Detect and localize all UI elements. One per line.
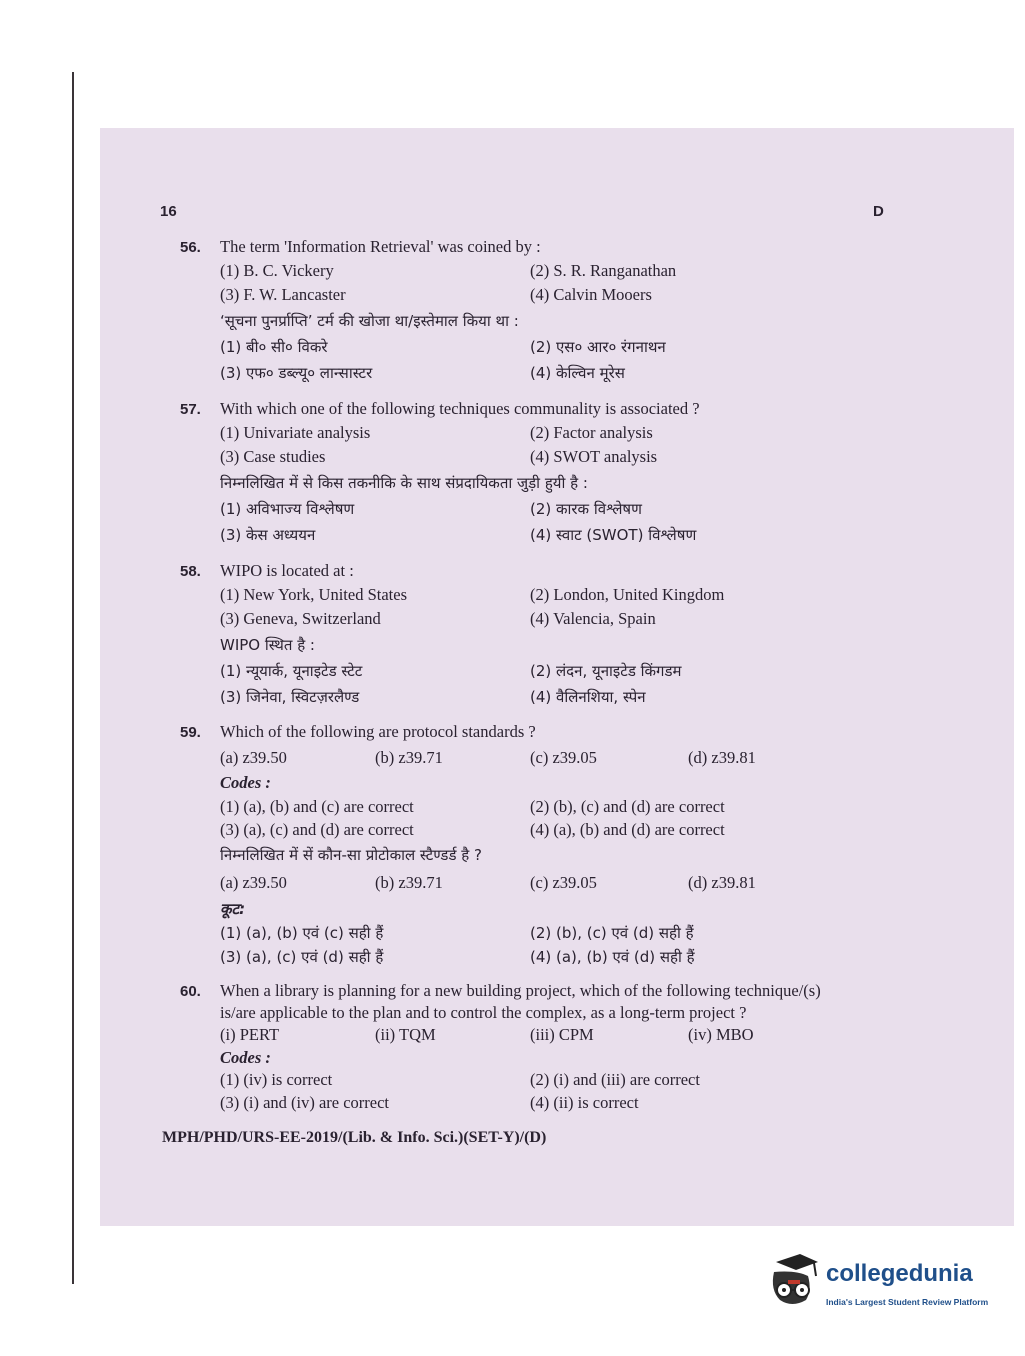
list-item: (d) z39.81 [688, 748, 756, 767]
question-stem-hindi: ‘सूचना पुनर्प्राप्ति’ टर्म की खोजा था/इस्तेमाल किया था : [220, 312, 519, 330]
option: (2) S. R. Ranganathan [530, 261, 677, 280]
option: (1) (iv) is correct [220, 1070, 333, 1089]
option-hindi: (2) (b), (c) एवं (d) सही हैं [530, 924, 694, 942]
option: (3) F. W. Lancaster [220, 285, 346, 304]
option: (2) (i) and (iii) are correct [530, 1070, 700, 1089]
option-hindi: (4) केल्विन मूरेस [530, 364, 625, 382]
list-item-hindi: (d) z39.81 [688, 873, 756, 892]
logo-wordmark: collegedunia [826, 1260, 973, 1287]
list-item: (iii) CPM [530, 1025, 594, 1044]
option-hindi: (3) केस अध्ययन [220, 526, 316, 544]
option: (1) Univariate analysis [220, 423, 371, 442]
option: (4) Valencia, Spain [530, 609, 656, 628]
option: (3) Geneva, Switzerland [220, 609, 381, 628]
list-item: (ii) TQM [375, 1025, 436, 1044]
option: (4) SWOT analysis [530, 447, 658, 466]
list-item: (c) z39.05 [530, 748, 597, 767]
list-item: (iv) MBO [688, 1025, 754, 1044]
logo-tagline: India's Largest Student Review Platform [826, 1297, 989, 1307]
option-hindi: (1) अविभाज्य विश्लेषण [220, 500, 355, 518]
option: (3) (a), (c) and (d) are correct [220, 820, 414, 839]
option: (1) New York, United States [220, 585, 407, 604]
option-hindi: (3) एफ० डब्ल्यू० लान्सास्टर [220, 364, 373, 382]
option-hindi: (2) कारक विश्लेषण [530, 500, 642, 518]
option: (2) Factor analysis [530, 423, 653, 442]
option: (4) Calvin Mooers [530, 285, 652, 304]
question-stem-hindi: निम्नलिखित में सें कौन-सा प्रोटोकाल स्टैण्डर्ड है ? [220, 846, 482, 864]
option-hindi: (1) (a), (b) एवं (c) सही हैं [220, 924, 384, 942]
question-stem-hindi: निम्नलिखित में से किस तकनीकि के साथ संप्रदायिकता जुड़ी हुयी है : [220, 474, 588, 492]
codes-label: Codes : [220, 773, 271, 792]
paper-code-footer: MPH/PHD/URS-EE-2019/(Lib. & Info. Sci.)(SET-Y)/(D) [162, 1129, 547, 1146]
option: (4) (a), (b) and (d) are correct [530, 820, 725, 839]
codes-label: Codes : [220, 1048, 271, 1067]
option-hindi: (4) स्वाट (SWOT) विश्लेषण [530, 526, 697, 544]
option-hindi: (4) वैलिनशिया, स्पेन [530, 688, 646, 706]
question-number: 60. [180, 983, 201, 1000]
list-item-hindi: (c) z39.05 [530, 873, 597, 892]
option: (3) (i) and (iv) are correct [220, 1093, 390, 1112]
option: (2) London, United Kingdom [530, 585, 725, 604]
option-hindi: (2) एस० आर० रंगनाथन [530, 338, 666, 356]
option-hindi: (3) (a), (c) एवं (d) सही हैं [220, 948, 384, 966]
question-stem: Which of the following are protocol standards ? [220, 722, 536, 741]
option: (4) (ii) is correct [530, 1093, 639, 1112]
option: (1) (a), (b) and (c) are correct [220, 797, 414, 816]
collegedunia-logo[interactable] [766, 1250, 996, 1320]
question-number: 58. [180, 563, 201, 580]
codes-label-hindi: कूट: [220, 900, 246, 918]
list-item: (b) z39.71 [375, 748, 443, 767]
question-number: 56. [180, 239, 201, 256]
option-hindi: (1) बी० सी० विकरे [220, 338, 328, 356]
page-number: 16 [160, 203, 177, 220]
scan-left-edge [72, 72, 74, 1284]
list-item: (i) PERT [220, 1025, 280, 1044]
option-hindi: (3) जिनेवा, स्विटज़रलैण्ड [220, 688, 360, 706]
option: (2) (b), (c) and (d) are correct [530, 797, 725, 816]
option: (3) Case studies [220, 447, 326, 466]
list-item-hindi: (b) z39.71 [375, 873, 443, 892]
question-number: 59. [180, 724, 201, 741]
exam-sheet [100, 128, 1014, 1226]
question-stem: WIPO is located at : [220, 561, 354, 580]
list-item-hindi: (a) z39.50 [220, 873, 287, 892]
question-stem: When a library is planning for a new building project, which of the following technique/(s) [220, 981, 821, 1000]
question-stem-line2: is/are applicable to the plan and to control the complex, as a long-term project ? [220, 1003, 747, 1022]
question-stem-hindi: WIPO स्थित है : [220, 636, 315, 654]
option-hindi: (4) (a), (b) एवं (d) सही हैं [530, 948, 695, 966]
list-item: (a) z39.50 [220, 748, 287, 767]
question-stem: With which one of the following techniques communality is associated ? [220, 399, 700, 418]
option-hindi: (1) न्यूयार्क, यूनाइटेड स्टेट [220, 662, 363, 680]
question-stem: The term 'Information Retrieval' was coined by : [220, 237, 541, 256]
set-code: D [873, 203, 884, 220]
mascot-icon [766, 1250, 822, 1320]
question-number: 57. [180, 401, 201, 418]
option-hindi: (2) लंदन, यूनाइटेड किंगडम [530, 662, 682, 680]
option: (1) B. C. Vickery [220, 261, 334, 280]
